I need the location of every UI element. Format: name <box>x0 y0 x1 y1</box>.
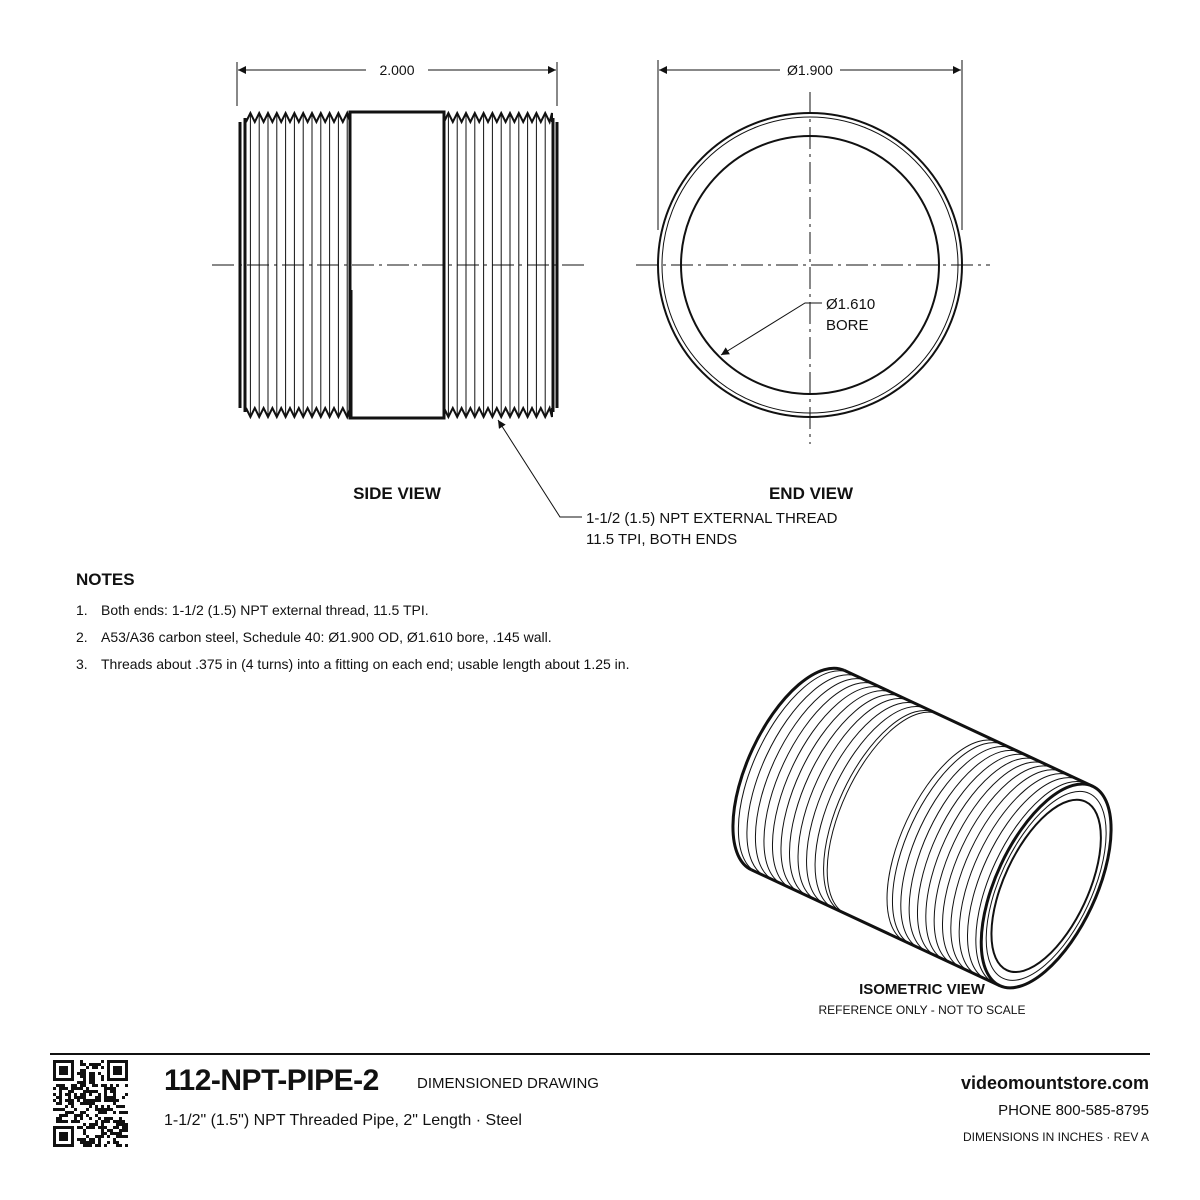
notes-section <box>76 570 776 682</box>
end-view <box>636 60 990 503</box>
note-text: Both ends: 1-1/2 (1.5) NPT external thread, 11.5 TPI. <box>101 602 429 618</box>
side-view-length-dimension <box>237 62 557 106</box>
isometric-view-subtitle: REFERENCE ONLY - NOT TO SCALE <box>818 1003 1026 1017</box>
note-number: 2. <box>76 629 88 645</box>
side-view-title: SIDE VIEW <box>353 484 441 503</box>
part-description: 1-1/2" (1.5") NPT Threaded Pipe, 2" Length · Steel <box>164 1112 522 1129</box>
iso-body-outline <box>751 670 1092 985</box>
document-type: DIMENSIONED DRAWING <box>417 1075 599 1092</box>
note-item <box>76 601 776 619</box>
part-number: 112-NPT-PIPE-2 <box>164 1064 379 1097</box>
end-view-title: END VIEW <box>768 484 854 503</box>
bore-callout <box>721 296 875 355</box>
note-text: A53/A36 carbon steel, Schedule 40: Ø1.900 OD, Ø1.610 bore, .145 wall. <box>101 629 552 645</box>
bore-dimension-label: Ø1.610 <box>826 296 876 313</box>
units-revision: DIMENSIONS IN INCHES · REV A <box>962 1130 1149 1144</box>
note-number: 1. <box>76 602 88 618</box>
thread-callout-line1: 1-1/2 (1.5) NPT EXTERNAL THREAD <box>586 510 838 527</box>
note-number: 3. <box>76 656 88 672</box>
thread-callout-line2: 11.5 TPI, BOTH ENDS <box>586 531 738 548</box>
notes-heading: NOTES <box>76 570 135 589</box>
bore-label: BORE <box>826 317 869 334</box>
side-view <box>212 62 585 503</box>
note-text: Threads about .375 in (4 turns) into a fitting on each end; usable length about 1.25 in. <box>101 656 630 672</box>
note-item <box>76 628 776 646</box>
qr-code-icon[interactable] <box>53 1060 128 1147</box>
title-block-rule <box>50 1053 1150 1055</box>
note-item <box>76 655 776 673</box>
isometric-view <box>706 649 1138 1017</box>
phone-number: PHONE 800-585-8795 <box>998 1102 1149 1119</box>
length-dimension-label: 2.000 <box>379 62 415 78</box>
isometric-view-title: ISOMETRIC VIEW <box>859 981 985 998</box>
website-link[interactable]: videomountstore.com <box>960 1073 1149 1093</box>
od-dimension-label: Ø1.900 <box>787 62 833 78</box>
